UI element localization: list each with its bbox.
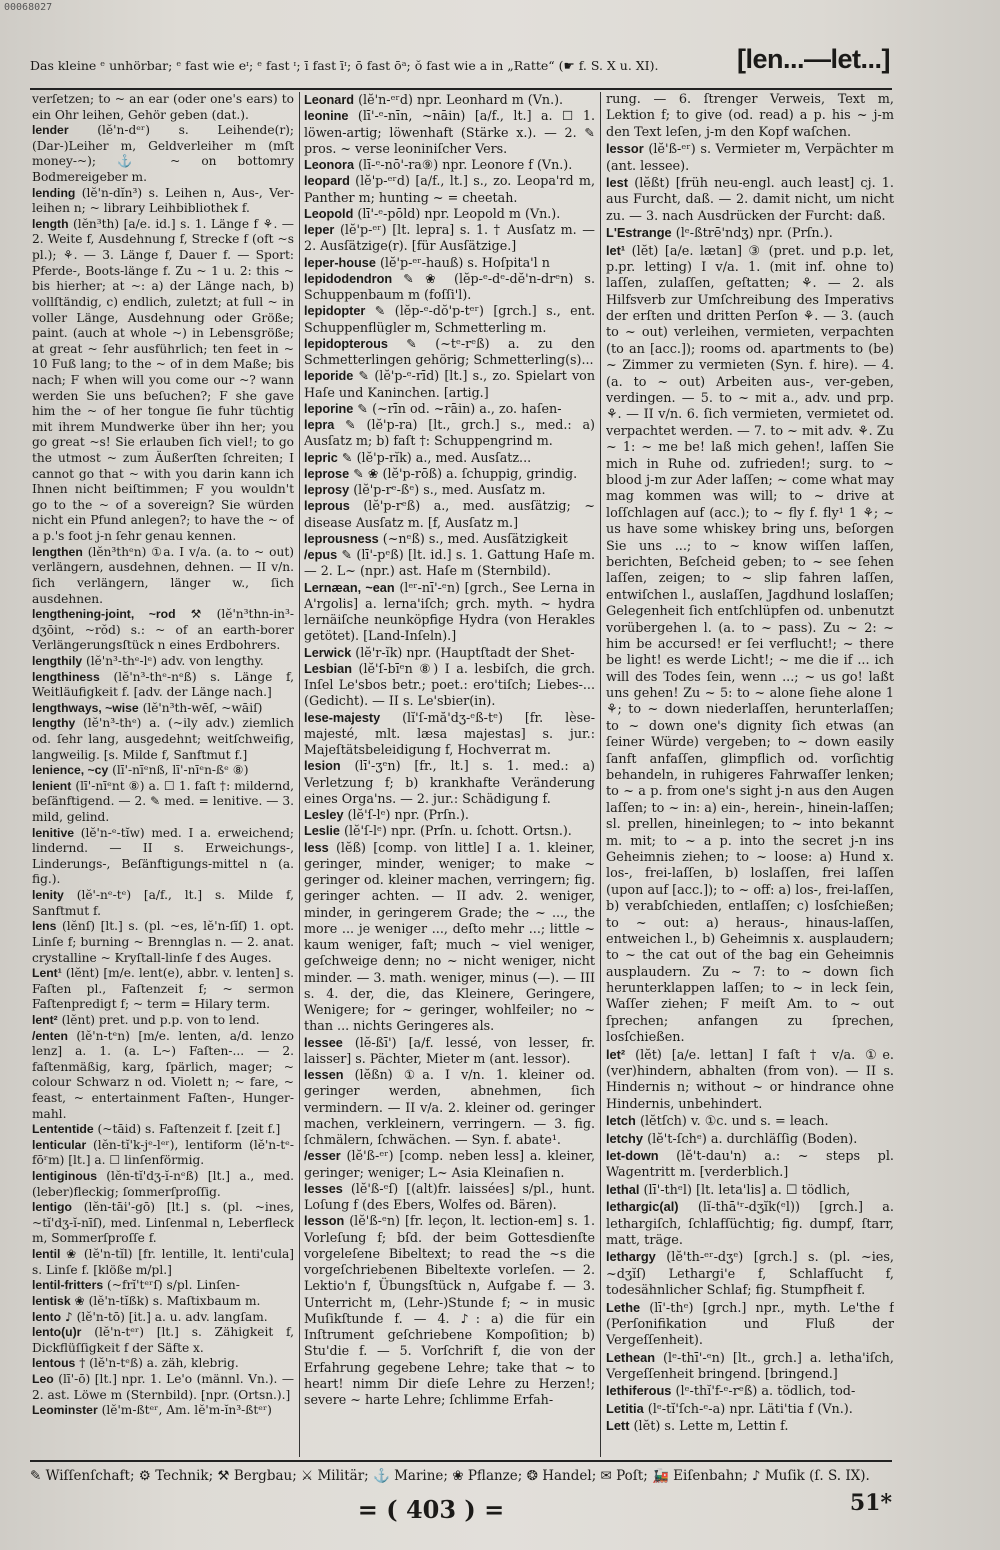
column-2 xyxy=(304,92,595,1454)
dictionary-entry xyxy=(304,547,595,580)
dictionary-entry xyxy=(32,1169,294,1200)
dictionary-entry xyxy=(304,108,595,157)
dictionary-entry xyxy=(32,1122,294,1138)
entry-definition: ✎ (~tᵉ-rᵉß) a. zu den Schmetterlingen gehörig; Schmetterling(s)... xyxy=(304,335,595,367)
dictionary-entry xyxy=(32,92,294,123)
dictionary-entry xyxy=(304,1148,595,1181)
entry-definition: (lī'-ō) [lt.] npr. 1. Le'o (männl. Vn.). — 2. ast. Löwe m (Sternbild). [npr. (Ortsn.).] xyxy=(32,1371,294,1402)
dictionary-entry xyxy=(606,92,894,141)
entry-definition: ✎ ❀ (lĕp-ᵉ-dᵉ-dĕ'n-drᵉn) s. Schuppenbaum m (foſſi'l). xyxy=(304,270,595,302)
signature-mark: 51* xyxy=(849,1490,892,1516)
dictionary-entry xyxy=(606,1383,894,1400)
entry-headword: lenient xyxy=(32,778,72,793)
dictionary-entry xyxy=(32,966,294,1013)
column-1 xyxy=(32,92,294,1454)
pronunciation-key: Das kleine ᵉ unhörbar; ᵉ fast wie eᶦ; ᵉ fast ᶦ; ī fast īᶦ; ō fast ōᵃ; ŏ fast wie a in „Ratte“ (☛ f. S. X u. XI). xyxy=(30,58,659,73)
guide-words: [len...—let...] xyxy=(736,44,890,74)
entry-headword: Leonora xyxy=(304,158,355,172)
dictionary-entry xyxy=(304,645,595,661)
entry-definition: (lĕ't-dau'n) a.: ~ steps pl. Wagentritt m. [verderblich.] xyxy=(606,1149,894,1181)
entry-headword: leopard xyxy=(304,174,350,189)
entry-definition: (lĕt) [a/e. lætan] ③ (pret. und p.p. let, p.pr. letting) I v/a. 1. (mit inf. ohne to) laſſen, zulaſſen, geſtatten; ⚘. — 2. als Hilfsverb zur Umſchreibung des Imperativs der erſten und dritten Perſon ⚘. — 3. (auch to ~ out) verleihen, vermieten, verpachten (to an [acc.]); rooms od. apartments to (be) ~ Zimmer zu vermieten (Syn. f. hire). — 4. (a. to ~ out) Arbeiten aus-, ver-geben, verdingen. — 5. to ~ mit a., adv. und prp. ⚘. — II v/n. 6. ſich vermieten, vermietet od. verpachtet werden. — 7. to ~ mit adv. ⚘. Zu ~ 1: ~ me be! laß mich gehen!, laſſen Sie mich in Ruhe od. zufrieden!; surg. to ~ blood j-m zur Ader laſſen; ~ come what may mag kommen was will; to ~ drive at loſſchlagen auf (acc.); to ~ fly f. fly¹ 1 ⚘; ~ us have some whiskey bring uns, beſorgen Sie uns ...; to ~ know wiſſen laſſen, berichten, Beſcheid geben; to ~ see ſehen laſſen, zeigen; to ~ slip fahren laſſen, entwiſchen l., auslaſſen, Jagdhund loslaſſen; Gelegenheit ſich entſchlüpfen od. unbenutzt vorübergehen l. (a. to ~ pass). Zu ~ 2: ~ him be accursed! er ſei verflucht!; ~ there be light! es werde Licht!; ~ me die if ... ich will des Todes ſein, wenn ...; ~ us go! laßt uns gehen! Zu ~ 5: to ~ alone ſiehe alone 1 ⚘; to ~ down niederlaſſen, herunterlaſſen; to ~ down one's dignity ſich etwas (an ſeiner Würde) vergeben; to ~ down easily ſanft anfaſſen, glimpflich od. vorſichtig behandeln, in ruhigeres Fahrwaſſer lenken; to ~ a p. from one's sight j-n aus den Augen laſſen; to ~ in: a) ein-, herein-, hinein-laſſen; sl. prellen, hineinlegen; to ~ into bekannt m. mit; to ~ a p. into the secret j-n ins Geheimnis ziehen; to ~ loose: a) Hund x. los-, frei-laſſen, b) loslaſſen, frei laſſen (upon auf [acc.]); to ~ off: a) los-, frei-laſſen, b) verabſchieden, entlaſſen; c) losſchießen; to ~ out: a) heraus-, hinaus-laſſen, entweichen l., b) Geheimnis x. ausplaudern; to ~ the cat out of the bag ein Geheimnis ausplaudern. Zu ~ 7: to ~ down ſich herunterklappen laſſen; to ~ in leck ſein, Waſſer ziehen; F meiſt Am. to ~ out ſprechen; anfangen zu ſprechen, losſchießen. xyxy=(606,243,894,1046)
dictionary-entry xyxy=(32,919,294,966)
dictionary-entry xyxy=(304,1181,595,1214)
entry-definition: (lĕ'n³-thᵉ-nᵉß) s. Länge f, Weitläufigkeit f. [adv. der Länge nach.] xyxy=(32,669,294,700)
dictionary-entry xyxy=(304,206,595,222)
entry-headword: lese-majesty xyxy=(304,710,381,725)
entry-definition: (~tāid) s. Faſtenzeit f. [zeit f.] xyxy=(97,1122,281,1137)
column-divider xyxy=(600,92,601,1457)
dictionary-entry xyxy=(32,1200,294,1247)
entry-headword: lentous xyxy=(32,1356,76,1371)
entry-definition: (lĕ'n-tᵉn) [m/e. lenten, a/d. lenzo lenz] a. 1. (a. L~) Faſten-... — 2. faſtenmäßig, karg, ſpärlich, mager; ~ colour Schwarz n od. Violett n; ~ fare, ~ feast, ~ entertainment Faſten-, Hunger-mahl. xyxy=(32,1028,294,1121)
entry-headword: lesson xyxy=(304,1214,345,1229)
entry-definition: (lĕ'th-ᵉʳ-dʒᵉ) [grch.] s. (pl. ~ies, ~dʒĭſ) Lethargi'e f, Schlafſucht f, todesähnlicher Schlaf; fig. Stumpfheit f. xyxy=(606,1250,894,1299)
entry-definition: (lĕn-tĭ'k-jᵉ-lᵉʳ), lentiform (lĕ'n-tᵉ-fōʳm) [lt.] a. ☐ linſenförmig. xyxy=(32,1137,294,1168)
entry-headword: lengthily xyxy=(32,653,83,668)
dictionary-entry xyxy=(606,1401,894,1418)
footer-rule xyxy=(30,1460,892,1462)
dictionary-entry xyxy=(606,1249,894,1299)
entry-definition: (lĕn-tĭ'dʒ-ĭ-nᵉß) [lt.] a., med. (leber)fleckig; ſommerſproſſig. xyxy=(32,1169,294,1199)
dictionary-entry xyxy=(304,336,595,369)
dictionary-entry xyxy=(606,1182,894,1199)
dictionary-entry xyxy=(304,450,595,466)
entry-headword: leper xyxy=(304,223,335,237)
entry-definition: (lī'-thᵉ) [grch.] npr., myth. Le'the f (Perſonifikation und Fluß der Vergeſſenheit). xyxy=(606,1300,894,1349)
entry-definition: (lĕnt) [m/e. lent(e), abbr. v. lenten] s. Faſten pl., Faſtenzeit f; ~ sermon Faſtenpredigt f; ~ term = Hilary term. xyxy=(32,966,294,1012)
entry-headword: lepidopterous xyxy=(304,336,388,351)
entry-headword: Leo xyxy=(32,1371,54,1386)
entry-definition: (lĕß) [comp. von little] I a. 1. kleiner, geringer, minder, weniger; to make ~ geringer od. kleiner machen, verringern; fig. geringer achten. — II adv. 2. weniger, minder, in geringerem Grade; the ~ ..., the more ... je weniger ..., deſto mehr ...; little ~ kaum weniger, faſt; much ~ viel weniger, geſchweige denn; no ~ nicht weniger, nicht minder. — 3. math. weniger, minus (—). — III s. 4. der, die, das Kleinere, Geringere, Wenigere; for ~ geringer, wohlfeiler; no ~ than ... nichts Geringeres als. xyxy=(304,839,595,1034)
dictionary-entry xyxy=(32,1356,294,1372)
entry-headword: lenticular xyxy=(32,1137,87,1152)
entry-definition: (lᵉ-tĭ'ſch-ᵉ-a) npr. Läti'tia f (Vn.). xyxy=(647,1401,853,1417)
column-3 xyxy=(606,92,894,1454)
entry-definition: (lĕ'n³-thᵉ-lᵉ) adv. von lengthy. xyxy=(85,653,264,668)
entry-definition: (lĕ'ß-ᵉʳ) s. Vermieter m, Verpächter m (ant. lessee). xyxy=(606,142,894,174)
entry-definition: (lĕ'ß-ᵉn) [fr. leçon, lt. lection-em] s. 1. Vorleſung f; bſd. der beim Gottesdienſte vorgeleſene Bibeltext; to read the ~s die vorgeſchriebenen Bibeltexte vorleſen. — 2. Lektio'n f, Übungsſtück n, Aufgabe f. — 3. Unterricht m, (Lehr-)Stunde f; ~ in music Muſikſtunde f. — 4. ♪: a) die für ein Inſtrument geſchriebene Kompoſition; b) Stu'die f. — 5. Vorſchrift f, die von der Erfahrung gegebene Lehre; take that ~ to heart! nimm Dir dieſe Lehre zu Herzen!; severe ~ harte Lehre; ſchlimme Erfah- xyxy=(304,1213,595,1407)
entry-definition: (lĕ'r-ĭk) npr. (Hauptſtadt der Shet- xyxy=(355,644,575,660)
entry-headword: Leonard xyxy=(304,93,355,107)
dictionary-entry xyxy=(304,840,595,1035)
entry-headword: let² xyxy=(606,1046,626,1062)
entry-headword: lessor xyxy=(606,141,644,157)
entry-headword: lest xyxy=(606,174,629,190)
dictionary-entry xyxy=(304,807,595,823)
entry-headword: L'Estrange xyxy=(606,225,672,241)
dictionary-entry xyxy=(304,368,595,401)
entry-definition: ✎ (lĕp-ᵉ-dŏ'p-tᵉʳ) [grch.] s., ent. Schuppenflügler m, Schmetterling m. xyxy=(304,303,595,335)
entry-definition: (lī'-ʒᵉn) [fr., lt.] s. 1. med.: a) Verletzung f; b) krankhafte Veränderung eines Orga'ns. — 2. jur.: Schädigung f. xyxy=(304,758,595,806)
entry-definition: † (lĕ'n-tᵉß) a. zäh, klebrig. xyxy=(79,1356,239,1371)
entry-headword: lepra xyxy=(304,418,335,432)
entry-headword: lethargic(al) xyxy=(606,1199,679,1215)
entry-headword: Lethean xyxy=(606,1349,656,1365)
dictionary-entry xyxy=(32,888,294,919)
entry-headword: lethargy xyxy=(606,1249,656,1265)
entry-definition: (lī'-ᵉ-pōld) npr. Leopold m (Vn.). xyxy=(357,205,561,221)
entry-definition: (lĕßt) [früh neu-engl. auch least] cj. 1. aus Furcht, daß. — 2. damit nicht, um nicht zu. — 3. nach Ausdrücken der Furcht: daß. xyxy=(606,175,894,224)
entry-headword: /enten xyxy=(32,1028,68,1043)
entry-headword: Lethe xyxy=(606,1299,641,1315)
entry-definition: (lĕ'n-ᵉ-tĭw) med. I a. erweichend; lindernd. — II s. Erweichungs-, Linderungs-, Beſänftigungs-mittel n (a. fig.). xyxy=(32,825,294,887)
page-header xyxy=(30,44,890,84)
entry-definition: (lĕ'n³th-wēſ, ~wāiſ) xyxy=(142,700,263,715)
entry-headword: leporide xyxy=(304,369,354,384)
entry-headword: Lent¹ xyxy=(32,966,62,981)
entry-headword: lender xyxy=(32,123,69,138)
entry-headword: leonine xyxy=(304,109,349,124)
entry-headword: lesion xyxy=(304,759,341,774)
dictionary-entry xyxy=(304,92,595,108)
entry-headword: leprosy xyxy=(304,483,350,497)
dictionary-entry xyxy=(606,1300,894,1350)
entry-definition: (lĕ'ſ-lᵉ) npr. (Prſn.). xyxy=(347,807,469,822)
dictionary-entry xyxy=(32,545,294,607)
entry-definition: ❀ (lĕ'n-tĭl) [fr. lentille, lt. lenti'cula] s. Linſe f. [klöße m/pl.] xyxy=(32,1247,294,1277)
entry-headword: let-down xyxy=(606,1148,659,1163)
dictionary-entry xyxy=(304,417,595,450)
entry-definition: (lĕn³th) [a/e. id.] s. 1. Länge f ⚘. — 2. Weite f, Ausdehnung f, Strecke f (oft ~s pl.); ⚘. — 3. Länge f, Dauer f. — Sport: Pferde-, Boots-länge f. Zu ~ 1 u. 2: this ~ bis hierher; at ~: a) der Länge nach, b) vollſtändig, c) endlich, zuletzt; at full ~ in voller Länge, Ausdehnung oder Größe; paint. (auch at whole ~) in Lebensgröße; at great ~ ſehr ausführlich; ten feet in ~ 10 Fuß lang; to the ~ of in dem Maße; bis nach; F when will you come our ~? wann werden Sie uns beſuchen?; F she gave him the ~ of her tongue ſie fuhr tüchtig mit ihrem Mundwerke über ihn her; you go great ~s! Sie erlauben ſich viel!; to go the utmost ~ zum Äußerſten ſchreiten; I cannot go that ~ with you darin kann ich Ihnen nicht beiſtimmen; F you wouldn't go to the ~ of a sovereign? Sie würden nicht ein Pfund anlegen?; to have the ~ of a p.'s foot j-n ſehr genau kennen. xyxy=(32,216,294,544)
entry-headword: leper-house xyxy=(304,255,376,270)
entry-headword: lethiferous xyxy=(606,1383,672,1399)
dictionary-entry xyxy=(32,701,294,717)
entry-headword: lentisk xyxy=(32,1293,71,1308)
dictionary-entry xyxy=(32,1294,294,1310)
header-rule xyxy=(30,88,892,90)
dictionary-entry xyxy=(606,1113,894,1130)
entry-definition: ✎ (lĕ'p-ᵉ-rīd) [lt.] s., zo. Spielart von Haſe und Kaninchen. [artig.] xyxy=(304,368,595,400)
entry-definition: (lᵉ-thĭ'f-ᵉ-rᵉß) a. tödlich, tod- xyxy=(675,1384,856,1400)
entry-headword: let¹ xyxy=(606,242,626,258)
dictionary-entry xyxy=(606,1418,894,1435)
entry-headword: letchy xyxy=(606,1130,643,1146)
entry-definition: (lĕn-tāi'-gō) [lt.] s. (pl. ~ines, ~tĭ'dʒ-ĭ-nīſ), med. Linſenmal n, Leberfleck m, Sommerſproſſe f. xyxy=(32,1200,294,1246)
entry-definition: (lĕ'ß-ᵉʳ) [comp. neben less] a. kleiner, geringer; weniger; L~ Asia Kleinaſien n. xyxy=(304,1148,595,1180)
entry-headword: lenience, ~cy xyxy=(32,763,109,778)
entry-definition: (lī'-nīᵉnß, lī'-nīᵉn-ßᵉ ⑧) xyxy=(112,763,249,778)
page-number: = ( 403 ) = xyxy=(357,1495,505,1524)
entry-headword: lepric xyxy=(304,450,338,465)
entry-definition: (lĕ'p-rᵉß) a., med. ausſätzig; ~ disease Ausſatz m. [f, Ausſatz m.] xyxy=(304,498,595,530)
entry-definition: (lĕn³thᵉn) ①a. I v/a. (a. to ~ out) verlängern, ausdehnen, dehnen. — II v/n. ſich verlängern, länger w., ſich ausdehnen. xyxy=(32,544,294,606)
entry-headword: Lesbian xyxy=(304,661,352,676)
dictionary-entry xyxy=(32,670,294,701)
entry-definition: (lĕßn) ①a. I v/n. 1. kleiner od. geringer werden, abnehmen, ſich vermindern. — II v/a. 2. kleiner od. geringer machen, verkleinern, verringern. — 3. fig. ſchmälern, ſchwächen. — Syn. f. abate¹. xyxy=(304,1067,595,1147)
entry-headword: lengthening-joint, ~rod xyxy=(32,607,176,622)
dictionary-entry xyxy=(304,710,595,759)
dictionary-entry xyxy=(606,243,894,1047)
entry-definition: rung. — 6. ſtrenger Verweis, Text m, Lektion f; to give (od. read) a p. his ~ j-m den Text leſen, j-m den Kopf waſchen. xyxy=(606,92,894,140)
entry-definition: (lᵉ-ßtrē'ndʒ) npr. (Prſn.). xyxy=(675,226,833,242)
entry-definition: (lĕ'-nᵉ-tᵉ) [a/f., lt.] s. Milde f, Sanftmut f. xyxy=(32,888,294,918)
entry-headword: length xyxy=(32,216,69,231)
entry-headword: lenity xyxy=(32,888,64,903)
entry-headword: lessen xyxy=(304,1068,344,1082)
entry-definition: (lĕ'ß-ᵉſ) [(alt)fr. laissées] s/pl., hunt. Loſung f (des Ebers, Wolfes od. Bären). xyxy=(304,1180,595,1212)
entry-definition: ♪ (lĕ'n-tō) [it.] a. u. adv. langſam. xyxy=(65,1309,268,1324)
dictionary-entry xyxy=(32,1403,294,1419)
entry-definition: (lī'-ᵉ-nīn, ~nāin) [a/f., lt.] a. ☐ 1. löwen-artig; löwenhaft (Stärke x.). — 2. ✎ pros. ~ verse leoniniſcher Vers. xyxy=(304,108,595,156)
dictionary-entry xyxy=(304,1035,595,1068)
entry-definition: (lĕnt) pret. und p.p. von to lend. xyxy=(61,1012,260,1027)
entry-headword: lengthen xyxy=(32,544,83,559)
entry-headword: leprous xyxy=(304,499,350,514)
entry-definition: ✎ ❀ (lĕ'p-rōß) a. ſchuppig, grindig. xyxy=(353,465,578,481)
dictionary-entry xyxy=(32,716,294,763)
dictionary-entry xyxy=(304,466,595,482)
dictionary-entry xyxy=(304,303,595,336)
entry-headword: lentigo xyxy=(32,1200,72,1215)
dictionary-entry xyxy=(32,779,294,826)
dictionary-entry xyxy=(32,607,294,654)
dictionary-entry xyxy=(32,826,294,888)
entry-definition: ✎ (~rīn od. ~rāin) a., zo. haſen- xyxy=(357,400,562,416)
entry-definition: (lĕ'p-ᵉʳ) [lt. lepra] s. 1. † Ausſatz m. — 2. Ausſätzige(r). [für Ausſätzige.] xyxy=(304,222,595,254)
entry-headword: Leslie xyxy=(304,824,340,839)
dictionary-entry xyxy=(606,141,894,175)
dictionary-entry xyxy=(304,401,595,417)
entry-definition: (lĕnſ) [lt.] s. (pl. ~es, lĕ'n-ſĭſ) 1. opt. Linſe f; burning ~ Brennglas n. — 2. anat. crystalline ~ Kryſtall-linſe f des Auges. xyxy=(32,919,294,965)
dictionary-entry xyxy=(304,157,595,173)
entry-definition: (lĕ't-ſchᵉ) a. durchläſſig (Boden). xyxy=(647,1131,858,1147)
entry-headword: Lententide xyxy=(32,1122,94,1137)
dictionary-entry xyxy=(304,1213,595,1408)
dictionary-entry xyxy=(32,1310,294,1326)
entry-definition: ⚒ (lĕ'n³thn-in³-dʒōint, ~rŏd) s.: ~ of an earth-borer Verlängerungsſtück n eines Erdbohrers. xyxy=(32,607,294,653)
entry-headword: Lesley xyxy=(304,808,344,822)
entry-headword: lengthy xyxy=(32,716,76,731)
entry-headword: leprose xyxy=(304,466,350,481)
page-footer xyxy=(30,1464,892,1496)
dictionary-entry xyxy=(32,1138,294,1169)
entry-definition: (lĕ'n-ᵉʳd) npr. Leonhard m (Vn.). xyxy=(358,92,564,107)
dictionary-entry xyxy=(304,498,595,531)
dictionary-entry xyxy=(606,1350,894,1384)
entry-headword: lens xyxy=(32,919,57,934)
dictionary-entry xyxy=(32,1325,294,1356)
entry-definition: (lᵉʳ-nī'-ᵉn) [grch., See Lerna in A'rgolis] a. lerna'iſch; grch. myth. ~ hydra lernäiſche neunköpfige Hydra (von Herakles getötet). [Land-Inſeln).] xyxy=(304,579,595,644)
dictionary-entry xyxy=(32,1278,294,1294)
entry-headword: lengthways, ~wise xyxy=(32,700,139,715)
dictionary-entry xyxy=(304,255,595,271)
entry-definition: (lĕ'ſ-bīᵉn ⑧) I a. lesbiſch, die grch. Inſel Le'sbos betr.; poet.: ero'tiſch; Liebes-... (Gedicht). — II s. Le'sbier(in). xyxy=(304,660,595,709)
entry-definition: (~nᵉß) s., med. Ausſätzigkeit xyxy=(382,530,568,546)
entry-headword: leprousness xyxy=(304,531,379,546)
entry-definition: verſetzen; to ~ an ear (oder one's ears) to ein Ohr leihen, Gehör geben (dat.). xyxy=(32,92,294,122)
entry-headword: lepidodendron xyxy=(304,271,393,286)
entry-headword: lepidopter xyxy=(304,304,366,319)
entry-headword: lenitive xyxy=(32,825,74,840)
entry-headword: Letitia xyxy=(606,1400,644,1416)
entry-headword: less xyxy=(304,840,329,855)
dictionary-entry xyxy=(32,763,294,779)
entry-definition: (lĕtſch) v. ①c. und s. = leach. xyxy=(639,1114,829,1130)
dictionary-entry xyxy=(32,1013,294,1029)
entry-definition: (lī'-thᵉl) [lt. leta'lis] a. ☐ tödlich, xyxy=(643,1182,851,1198)
entry-headword: Leominster xyxy=(32,1403,98,1418)
dictionary-entry xyxy=(32,1247,294,1278)
entry-headword: /esser xyxy=(304,1149,341,1164)
entry-definition: (lĕ'n-tᵉʳ) [lt.] s. Zähigkeit f, Dickflüſſigkeit f der Säfte x. xyxy=(32,1325,294,1355)
entry-definition: (lĕ'n-dᵉʳ) s. Leihende(r); (Dar-)Leiher m, Geldverleiher m (mſt money-~); ⚓ ~ on bottomry Bodmereigeber m. xyxy=(32,123,294,185)
dictionary-entry xyxy=(304,1067,595,1148)
entry-definition: (lĕ'n³-thᵉ) a. (~ily adv.) ziemlich od. ſehr lang, ausgedehnt; weitſchweifig, langweilig. [s. Milde f, Sanftmut f.] xyxy=(32,716,294,762)
domain-symbol-legend: ✎ Wiſſenſchaft; ⚙ Technik; ⚒ Bergbau; ⚔ Militär; ⚓ Marine; ❀ Pflanze; ❂ Handel; ✉ Poſt; 🚂 Eiſenbahn; ♪ Muſik (ſ. S. IX). xyxy=(30,1468,870,1484)
entry-definition: (lĕt) [a/e. lettan] I faſt † v/a. ①e. (ver)hindern, abhalten (from von). — II s. Hindernis n; without ~ or hindrance ohne Hindernis, unbehindert. xyxy=(606,1047,894,1112)
entry-definition: ✎ (lī'-pᵉß) [lt. id.] s. 1. Gattung Haſe m. — 2. L~ (npr.) ast. Haſe m (Sternbild). xyxy=(304,547,595,579)
entry-headword: lengthiness xyxy=(32,669,100,684)
entry-definition: (lĕt) s. Lette m, Lettin f. xyxy=(633,1419,789,1435)
dictionary-entry xyxy=(606,175,894,225)
entry-definition: (lĕ'p-rᵉ-ßᵉ) s., med. Ausſatz m. xyxy=(353,482,546,497)
entry-headword: Lett xyxy=(606,1418,630,1434)
dictionary-entry xyxy=(304,758,595,807)
entry-headword: lending xyxy=(32,185,76,200)
entry-definition: ✎ (lĕ'p-rĭk) a., med. Ausſatz... xyxy=(341,449,532,465)
entry-headword: lentil xyxy=(32,1247,61,1262)
dictionary-entry xyxy=(606,1131,894,1148)
entry-headword: lento(u)r xyxy=(32,1325,82,1340)
entry-definition: ❀ (lĕ'n-tĭßk) s. Maſtixbaum m. xyxy=(74,1293,261,1308)
entry-headword: lethal xyxy=(606,1181,640,1197)
entry-definition: (lᵉ-thī'-ᵉn) [lt., grch.] a. letha'iſch, Vergeſſenheit bringend. [bringend.] xyxy=(606,1350,894,1383)
dictionary-entry xyxy=(304,222,595,255)
dictionary-entry xyxy=(304,173,595,206)
column-divider xyxy=(299,92,300,1457)
entry-headword: Lerwick xyxy=(304,645,352,660)
entry-definition: (lĕ'm-ßtᵉʳ, Am. lĕ'm-ĭn³-ßtᵉʳ) xyxy=(101,1403,272,1418)
entry-headword: leporine xyxy=(304,401,354,416)
entry-headword: Lernæan, ~ean xyxy=(304,580,395,595)
dictionary-entry xyxy=(606,225,894,242)
dictionary-entry xyxy=(304,482,595,498)
entry-definition: (lĕ'n-dĭn³) s. Leihen n, Aus-, Ver-leihen n; ~ library Leihbibliothek f. xyxy=(32,185,294,216)
entry-definition: (lī'-nīᵉnt ⑧) a. ☐ 1. faſt †: mildernd, beſänftigend. — 2. ✎ med. = lenitive. — 3. mild, gelind. xyxy=(32,778,294,825)
dictionary-entry xyxy=(32,186,294,217)
dictionary-entry xyxy=(304,531,595,547)
entry-definition: (lĕ'ſ-lᵉ) npr. (Prſn. u. ſchott. Ortsn.). xyxy=(344,823,572,839)
entry-definition: (lī-ᵉ-nō'-ra⑨) npr. Leonore f (Vn.). xyxy=(358,157,573,172)
dictionary-entry xyxy=(32,1372,294,1403)
dictionary-entry xyxy=(606,1148,894,1182)
entry-headword: lessee xyxy=(304,1035,343,1050)
entry-headword: lento xyxy=(32,1309,62,1324)
entry-headword: lesses xyxy=(304,1181,343,1196)
entry-definition: (~frĭ'tᵉʳſ) s/pl. Linſen- xyxy=(106,1278,240,1293)
dictionary-entry xyxy=(304,823,595,839)
dictionary-entry xyxy=(32,1029,294,1123)
dictionary-entry xyxy=(606,1199,894,1249)
dictionary-entry xyxy=(32,217,294,545)
dictionary-entry xyxy=(32,654,294,670)
dictionary-entry xyxy=(32,123,294,185)
entry-headword: lent² xyxy=(32,1012,58,1027)
entry-headword: lentil-fritters xyxy=(32,1278,104,1293)
dictionary-entry xyxy=(304,271,595,304)
scan-id: 00068027 xyxy=(4,2,53,13)
entry-definition: (lĭ-thā'ʳ-dʒĭk(ᵉl)) [grch.] a. lethargiſch, ſchlafſüchtig; fig. dumpf, ſtarr, matt, träge. xyxy=(606,1200,894,1248)
entry-headword: letch xyxy=(606,1113,636,1129)
entry-definition: (lĭ'ſ-mă'dʒ-ᵉß-tᵉ) [fr. lèse-majesté, mlt. læsa majestas] s. jur.: Majeſtätsbeleidigung f, Hochverrat m. xyxy=(304,709,595,757)
entry-headword: Leopold xyxy=(304,206,354,221)
dictionary-entry xyxy=(606,1047,894,1114)
entry-headword: lentiginous xyxy=(32,1169,97,1184)
entry-definition: ✎ (lĕ'p-ra) [lt., grch.] s., med.: a) Ausſatz m; b) faſt †: Schuppengrind m. xyxy=(304,417,595,449)
entry-definition: (lĕ'p-ᵉʳd) [a/f., lt.] s., zo. Leopa'rd m, Panther m; hunting ~ = cheetah. xyxy=(304,173,595,205)
dictionary-entry xyxy=(304,661,595,710)
entry-definition: (lĕ'p-ᵉʳ-hauß) s. Hoſpita'l n xyxy=(379,254,550,270)
dictionary-entry xyxy=(304,580,595,645)
entry-headword: /epus xyxy=(304,548,338,562)
entry-definition: (lĕ-ßī') [a/f. lessé, von lesser, fr. laisser] s. Pächter, Mieter m (ant. lessor). xyxy=(304,1034,595,1066)
